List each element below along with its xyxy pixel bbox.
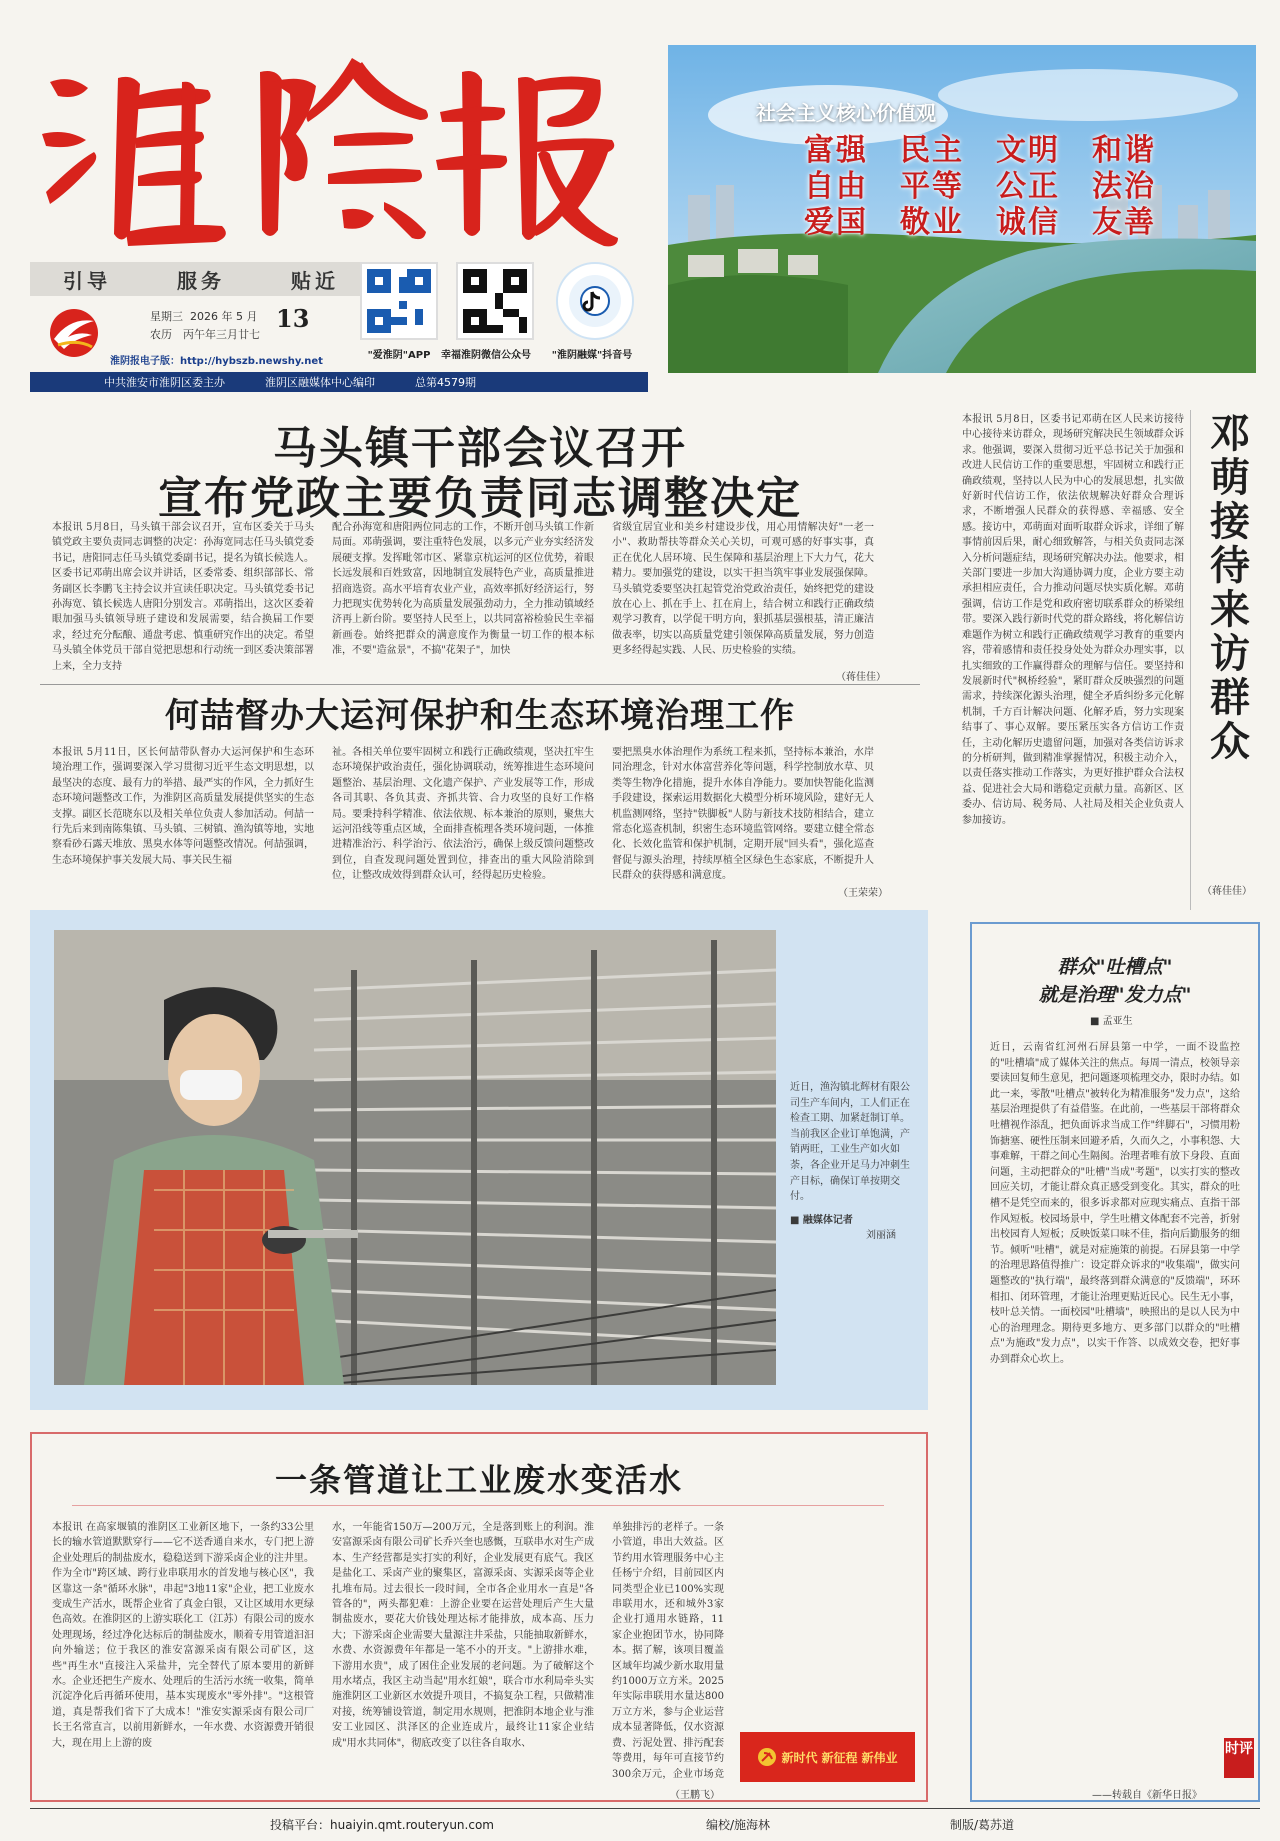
article-column: 本报讯 5月8日，马头镇干部会议召开，宣布区委关于马头镇党政主要负责同志调整的决定：孙海宽同志任马头镇党委书记，唐阳同志任马头镇党委副书记，提名为镇长候选人。区委书记邓萌出席会议并讲话，区委常委、组织部部长、常务副区长李鹏飞主持会议并宣读任职决定。马头镇党委书记孙海宽、镇长候选人唐阳分别发言。邓萌指出，这次区委着眼加强马头镇领导班子建设和发展需要，结合换届工作要求，经过充分酝酿、通盘考虑、慎重研究作出的决定。希望马头镇全体党员干部自觉把思想和行动统一到区委决策部署上来，全力支持 — [52, 522, 314, 672]
article-column: 要把黑臭水体治理作为系统工程来抓，坚持标本兼治，水岸同治理念，针对水体富营养化等问题，科学控制放水草、贝类等生物净化措施，提升水体自净能力。要加快智能化监测手段建设，探索运用数据化大模型分析环境风险，建好无人机监测网络，坚持"铁脚板"人防与新技术技防相结合，建立常态化巡查机制，织密生态环境监管网络。要建立健全常态化、长效化监管和保护机制，定期开展"回头看"，强化巡查督促与源头治理，持续厚植全区绿色生态家底，不断提升人民群众的获得感和满意度。 — [612, 747, 874, 882]
article-credit: （王鹏飞） — [670, 1790, 720, 1801]
article-credit: （王荣荣） — [838, 888, 888, 899]
article-column: 祉。各相关单位要牢固树立和践行正确政绩观，坚决扛牢生态环境保护政治责任，强化协调联动，统筹推进生态环境问题整治、基层治理、文化遗产保护、产业发展等工作，形成各司其职、各负其责、齐抓共管、合力攻坚的良好工作格局。要秉持科学精准、依法依规、标本兼治的原则，聚焦大运河沿线等重点区域，全面排查梳理各类环境问题，一体推进精准治污、科学治污、依法治污，确保上级反馈问题整改到位，自查发现问题处置到位，排查出的重大风险消除到位，让整改成效得到群众认可，经得起历史检验。 — [332, 747, 594, 882]
article-credit: （蒋佳佳） — [836, 672, 886, 683]
motto-item: 引导 — [63, 268, 111, 293]
core-values-row: 自由 平等 公正 法治 — [804, 169, 1156, 204]
commentary-title: 就是治理"发力点" — [1038, 984, 1192, 1006]
gregorian-date: 2026 年 5 月 — [190, 310, 258, 323]
publisher-bar — [30, 372, 648, 392]
sidebar-article-body: 本报讯 5月8日，区委书记邓萌在区人民来访接待中心接待来访群众，现场研究解决民生领域群众诉求。他强调，要深入贯彻习近平总书记关于加强和改进人民信访工作的重要思想，牢固树立和践行正确政绩观，坚持以人民为中心的发展思想，扎实做好新时代信访工作，依法依规解决好群众合理诉求，不断增强人民群众的获得感、幸福感、安全感。接访中，邓萌面对面听取群众诉求，详细了解事情前因后果，耐心细致解答，与相关负责同志深入分析问题症结，现场研究解决办法。他要求，相关部门要进一步加大沟通协调力度，企业方要主动承担相应责任，合力推动问题尽快实质化解。邓萌强调，信访工作是党和政府密切联系群众的桥梁纽带。要深入践行新时代党的群众路线，将化解信访难题作为树立和践行正确政绩观学习教育的重要内容，带着感情和责任投身处处为群众办理实事，以扎实细致的工作赢得群众的理解与信任。要坚持和发展新时代"枫桥经验"，紧盯群众反映强烈的问题需求，持续深化源头治理，健全矛盾纠纷多元化解机制，千方百计解决问题、化解矛盾，努力实现案结事了、事心双解。要压紧压实各方信访工作责任，主动化解历史遗留问题，加强对各类信访诉求的分析研判，做到精准掌握情况，积极主动介入，以责任落实推动工作落实，为更好推护群众合法权益、促进社会大局和谐稳定贡献力量。高新区、区委办、信访局、税务局、人社局及相关企业负责人参加接访。 — [962, 414, 1184, 826]
publisher-sponsor: 中共淮安市淮阴区委主办 — [104, 376, 225, 389]
commentary-source: ——转载自《新华日报》 — [1092, 1790, 1202, 1801]
banner-caption: 社会主义核心价值观 — [756, 101, 936, 125]
commentary-title: 群众"吐槽点" — [1057, 956, 1173, 978]
huaiyin-emblem-icon — [38, 305, 110, 361]
qr-code-icon — [456, 262, 534, 340]
photo-caption-text: 近日，渔沟镇北辉材有限公司生产车间内，工人们正在检查工期、加紧赶制订单。当前我区企业订单饱满，产销两旺，工业生产如火如荼，各企业开足马力冲刺生产目标，确保订单按期交付。 — [790, 1082, 910, 1203]
article-column: 水，一年能省150万—200万元，全是落到账上的利润。淮安富源采卤有限公司矿长乔兴奎也感慨，互联串水对生产成本、生产经营都是实打实的利好，企业发展更有底气。我区是盐化工、采卤产业的聚集区，富源采卤、实源采卤等企业扎堆布局。过去很长一段时间，全市各企业用水一直是"各管各的"，两头都犯难：上游企业要在运营处理后产生大量制盐废水，要花大价钱处理达标才能排放，成本高、压力大；下游采卤企业需要大量源注井采盐，只能抽取新鲜水，水费、水资源费年年都是一笔不小的开支。"上游排水难，下游用水贵"，成了困住企业发展的老问题。为了破解这个用水堵点，我区主动当起"用水红娘"，联合市水利局牵头实施淮阴区工业新区水效提升项目，不搞复杂工程，只做精准对接，统筹铺设管道，制定用水规则，把淮阴本地企业与淮安工业园区、洪泽区的企业连成片，最终让11家企业结成"用水共同体"，彻底改变了以往各自取水、 — [332, 1522, 594, 1749]
party-emblem-icon — [757, 1747, 777, 1767]
footer-producer: 制版/葛苏道 — [950, 1818, 1015, 1832]
article-column: 配合孙海宽和唐阳两位同志的工作，不断开创马头镇工作新局面。邓萌强调，要注重特色发展，以多元产业夯实经济发展硬支撑。发挥毗邻市区、紧靠京杭运河的区位优势，着眼长远发展和百姓致富，因地制宜发展特色产业，高质量推进招商选资。高水平培育农业产业，高效率抓好经济运行，努力把现实优势转化为高质量发展强劲动力，全力推动镇域经济再上新台阶。要坚持人民至上，以共同富裕检验民生幸福新画卷。始终把群众的满意度作为衡量一切工作的根本标准，不要"造盆景"，不搞"花架子"，加快 — [332, 522, 594, 657]
footer-submission-platform: 投稿平台：huaiyin.qmt.routeryun.com — [270, 1818, 494, 1832]
qr-code-icon — [360, 262, 438, 340]
commentary-tag: 时评 — [1224, 1738, 1254, 1778]
masthead-logo — [32, 42, 644, 264]
motto-bar — [30, 262, 372, 296]
core-values-row: 爱国 敬业 诚信 友善 — [804, 205, 1156, 240]
weekday: 星期三 — [150, 310, 183, 323]
qr-caption: 幸福淮阴微信公众号 — [441, 350, 531, 361]
slogan-item: 新伟业 — [861, 1750, 898, 1765]
slogan-item: 新时代 — [781, 1750, 818, 1765]
factory-photo — [54, 930, 776, 1385]
e-paper-link[interactable]: 淮阴报电子版：http://hybszb.newshy.net — [110, 356, 323, 367]
commentary-author: ■ 孟亚生 — [1090, 1016, 1133, 1027]
publisher-editor: 淮阴区融媒体中心编印 — [265, 376, 375, 389]
motto-item: 贴近 — [291, 268, 339, 293]
sidebar-headline: 邓萌接待来访群众 — [1210, 411, 1250, 765]
photo-caption — [790, 1080, 916, 1244]
slogan-badge — [740, 1732, 915, 1782]
qr-wechat — [441, 262, 534, 361]
qr-caption: "淮阴融媒"抖音号 — [551, 350, 633, 361]
date-block — [150, 300, 360, 352]
core-values-row: 富强 民主 文明 和谐 — [804, 133, 1156, 168]
article-column: 本报讯 5月11日，区长何喆带队督办大运河保护和生态环境治理工作，强调要深入学习贯彻习近平生态文明思想，以最坚决的态度、最有力的举措、最严实的作风，全力抓好生态环境问题整改工作，为淮阴区高质量发展提供坚实的生态支撑。副区长范晓东以及相关单位负责人参加活动。何喆一行先后来到南陈集镇、马头镇、三树镇、渔沟镇等地，实地察看砂石露天堆放、黑臭水体等问题整改情况。何喆强调，生态环境保护事关发展大局、事关民生福 — [52, 747, 314, 866]
photo-credit-name: 刘丽涵 — [866, 1230, 896, 1242]
qr-caption: "爱淮阴"APP — [367, 350, 431, 361]
qr-app — [360, 262, 438, 361]
photo-credit-label: ■ 融媒体记者 — [790, 1214, 853, 1226]
article-column: 单独排污的老样子。一条小管道，串出大效益。区节约用水管理服务中心主任杨宁介绍，目前园区内同类型企业已100%实现串联用水，还和城外3家企业打通用水链路，11家企业抱团节水，协同降本。据了解，该项目覆盖区域年均减少新水取用量约1000万立方米。2025年实际串联用水量达800万立方米，参与企业运营成本显著降低，仅水资源费、污泥处置、排污配套等费用，每年可直接节约300余万元，企业市场竞 — [612, 1522, 724, 1780]
article-credit: （蒋佳佳） — [1202, 886, 1252, 897]
motto-item: 服务 — [177, 268, 225, 293]
qr-douyin — [551, 262, 634, 361]
commentary-body: 近日，云南省红河州石屏县第一中学，一面不设监控的"吐槽墙"成了媒体关注的焦点。每周一清点，校领导亲要读回复师生意见，把问题逐项梳理交办，限时办结。如此一来，零散"吐槽点"被转化为精准服务"发力点"，这给基层治理提供了有益借鉴。在此前，一些基层干部将群众吐槽视作添乱，把负面诉求当成工作"绊脚石"，习惯用粉饰搪塞、硬性压制来回避矛盾，久而久之，小事积怨、大事难解，干群之间心生隔阂。治理者唯有放下身段、直面问题，主动把群众的"吐槽"当成"考题"，以实打实的整改回应关切，才能让群众真正感受到变化。其实，群众的吐槽不是凭空而来的，很多诉求都对应现实痛点、直指干部作风短板。校园场景中，学生吐槽文体配套不完善，折射出校园育人短板；反映饭菜口味不佳，指向后勤服务的细节。倾听"吐槽"，就是对症施策的前提。石屏县第一中学的治理思路值得推广：设定群众诉求的"收集端"，做实问题整改的"执行端"，最终落到群众满意的"反馈端"，环环相扣、闭环管理，才能让治理更贴近民心。民生无小事，枝叶总关情。一面校园"吐槽墙"，映照出的是以人民为中心的治理理念。期待更多地方、更多部门以群众的"吐槽点"为施政"发力点"，以实干作答、以成效交卷，把好事办到群众心坎上。 — [990, 1042, 1240, 1365]
core-values-banner — [668, 45, 1256, 373]
slogan-item: 新征程 — [821, 1750, 858, 1765]
headline: 一条管道让工业废水变活水 — [274, 1461, 683, 1499]
issue-number: 总第4579期 — [415, 376, 476, 389]
lunar-date: 农历 丙午年三月廿七 — [150, 328, 260, 341]
issue-day: 13 — [276, 304, 310, 333]
headline: 何喆督办大运河保护和生态环境治理工作 — [165, 696, 795, 736]
headline: 马头镇干部会议召开 — [273, 423, 687, 474]
douyin-code-icon — [556, 262, 634, 340]
footer-editor: 编校/施海林 — [706, 1818, 771, 1832]
headline: 宣布党政主要负责同志调整决定 — [158, 473, 802, 524]
article-column: 省级宜居宜业和美乡村建设步伐，用心用情解决好"一老一小"、救助帮扶等群众关心关切，可观可感的好事实事，真正在优化人居环境、民生保障和基层治理上下大力气，花大精力。要加强党的建设，以实干担当筑牢事业发展强保障。马头镇党委要坚决扛起管党治党政治责任，始终把党的建设放在心上、抓在手上、扛在肩上，结合树立和践行正确政绩观学习教育，以学促干明方向，狠抓基层强根基，清正廉洁做表率，切实以高质量党建引领保障高质量发展，努力创造更多经得起实践、人民、历史检验的实绩。 — [612, 522, 874, 657]
article-column: 本报讯 在高家堰镇的淮阴区工业新区地下，一条约33公里长的输水管道默默穿行——它不送香通自来水，专门把上游企业处理后的制盐废水，稳稳送到下游采卤企业的注井里。作为全市"跨区域、跨行业串联用水的首发地与核心区"，我区靠这一条"循环水脉"，串起"3地11家"企业，把工业废水变成生产活水，既帮企业省了真金白银，又让区域用水更绿色高效。在淮阴区的上游实联化工（江苏）有限公司的废水处理现场，经过净化达标后的制盐废水，顺着专用管道汩汩向外输送；位于我区的淮安富源采卤有限公司矿区，这些"再生水"直接注入采盐井，完全替代了原本要用的新鲜水。企业还把生产废水、处理后的生活污水统一收集，简单沉淀净化后再循环使用，基本实现废水"零外排"。"这根管道，真是帮我们省下了大成本！"淮安实源采卤有限公司厂长王名常直言，以前用新鲜水，一年水费、水资源费开销很大，现在用上上游的废 — [52, 1522, 314, 1749]
